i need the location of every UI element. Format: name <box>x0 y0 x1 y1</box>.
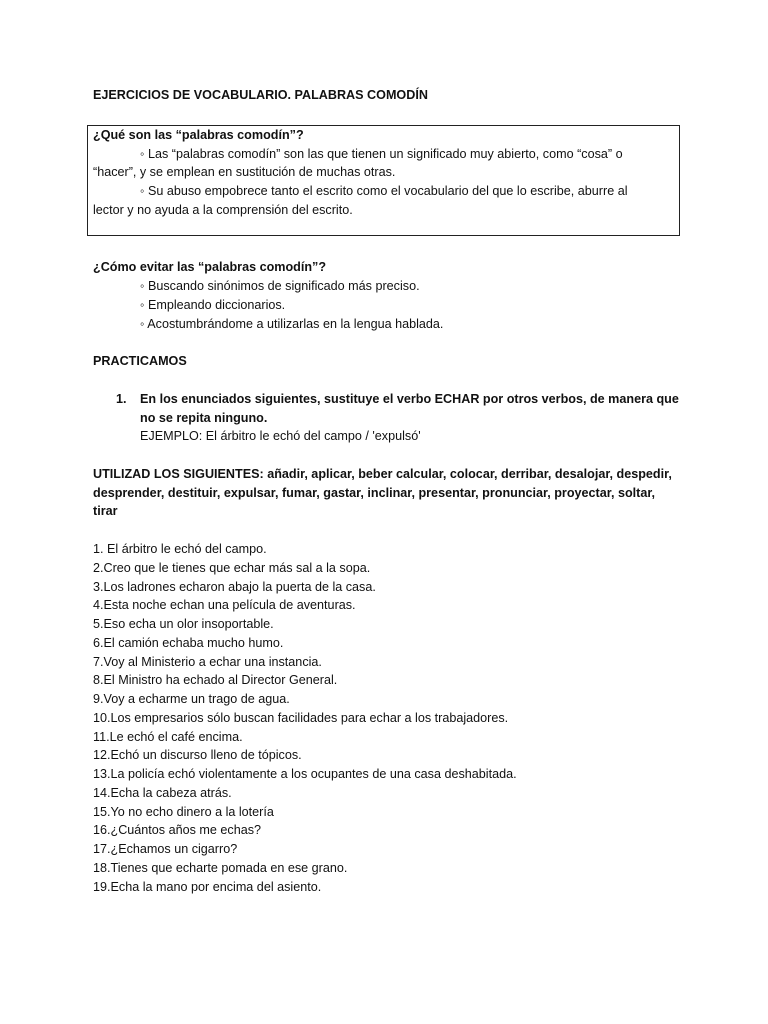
document-title: EJERCICIOS DE VOCABULARIO. PALABRAS COMODÍN <box>93 88 428 102</box>
exercise-item: 19.Echa la mano por encima del asiento. <box>93 880 322 894</box>
task-example: EJEMPLO: El árbitro le echó del campo / 'expulsó' <box>140 429 421 443</box>
avoid-item: ◦ Acostumbrándome a utilizarlas en la lengua hablada. <box>140 317 444 331</box>
avoid-item: ◦ Buscando sinónimos de significado más preciso. <box>140 279 420 293</box>
exercise-item: 4.Esta noche echan una película de aventuras. <box>93 598 356 612</box>
exercise-item: 12.Echó un discurso lleno de tópicos. <box>93 748 302 762</box>
exercise-item: 10.Los empresarios sólo buscan facilidades para echar a los trabajadores. <box>93 711 509 725</box>
exercise-item: 15.Yo no echo dinero a la lotería <box>93 805 274 819</box>
exercise-item: 16.¿Cuántos años me echas? <box>93 823 262 837</box>
exercise-item: 17.¿Echamos un cigarro? <box>93 842 238 856</box>
definition-bullet-2-line-1: ◦ Su abuso empobrece tanto el escrito como el vocabulario del que lo escribe, aburre al <box>140 184 628 198</box>
definition-bullet-1-line-1: ◦ Las “palabras comodín” son las que tienen un significado muy abierto, como “cosa” o <box>140 147 623 161</box>
exercise-item: 11.Le echó el café encima. <box>93 730 243 744</box>
avoid-item: ◦ Empleando diccionarios. <box>140 298 286 312</box>
avoid-heading: ¿Cómo evitar las “palabras comodín”? <box>93 260 327 274</box>
exercise-item: 14.Echa la cabeza atrás. <box>93 786 232 800</box>
verb-list-line-3: tirar <box>93 504 118 518</box>
definition-bullet-2-line-2: lector y no ayuda a la comprensión del escrito. <box>93 203 353 217</box>
exercise-item: 6.El camión echaba mucho humo. <box>93 636 284 650</box>
exercise-item: 3.Los ladrones echaron abajo la puerta de la casa. <box>93 580 376 594</box>
exercise-item: 18.Tienes que echarte pomada en ese grano. <box>93 861 348 875</box>
task-instruction-line-1: En los enunciados siguientes, sustituye el verbo ECHAR por otros verbos, de manera que <box>140 392 679 406</box>
verb-list-line-1: UTILIZAD LOS SIGUIENTES: añadir, aplicar, beber calcular, colocar, derribar, desalojar, despedir, <box>93 467 672 481</box>
exercise-item: 1. El árbitro le echó del campo. <box>93 542 267 556</box>
definition-bullet-1-line-2: “hacer”, y se emplean en sustitución de muchas otras. <box>93 165 396 179</box>
exercise-item: 9.Voy a echarme un trago de agua. <box>93 692 290 706</box>
verb-list-line-2: desprender, destituir, expulsar, fumar, gastar, inclinar, presentar, pronunciar, proyectar, soltar, <box>93 486 656 500</box>
task-number: 1. <box>116 392 127 406</box>
exercise-item: 5.Eso echa un olor insoportable. <box>93 617 274 631</box>
practice-heading: PRACTICAMOS <box>93 354 187 368</box>
definition-heading: ¿Qué son las “palabras comodín”? <box>93 128 304 142</box>
task-instruction-line-2: no se repita ninguno. <box>140 411 268 425</box>
exercise-item: 7.Voy al Ministerio a echar una instancia. <box>93 655 322 669</box>
exercise-item: 2.Creo que le tienes que echar más sal a la sopa. <box>93 561 371 575</box>
exercise-item: 13.La policía echó violentamente a los ocupantes de una casa deshabitada. <box>93 767 517 781</box>
exercise-item: 8.El Ministro ha echado al Director General. <box>93 673 338 687</box>
